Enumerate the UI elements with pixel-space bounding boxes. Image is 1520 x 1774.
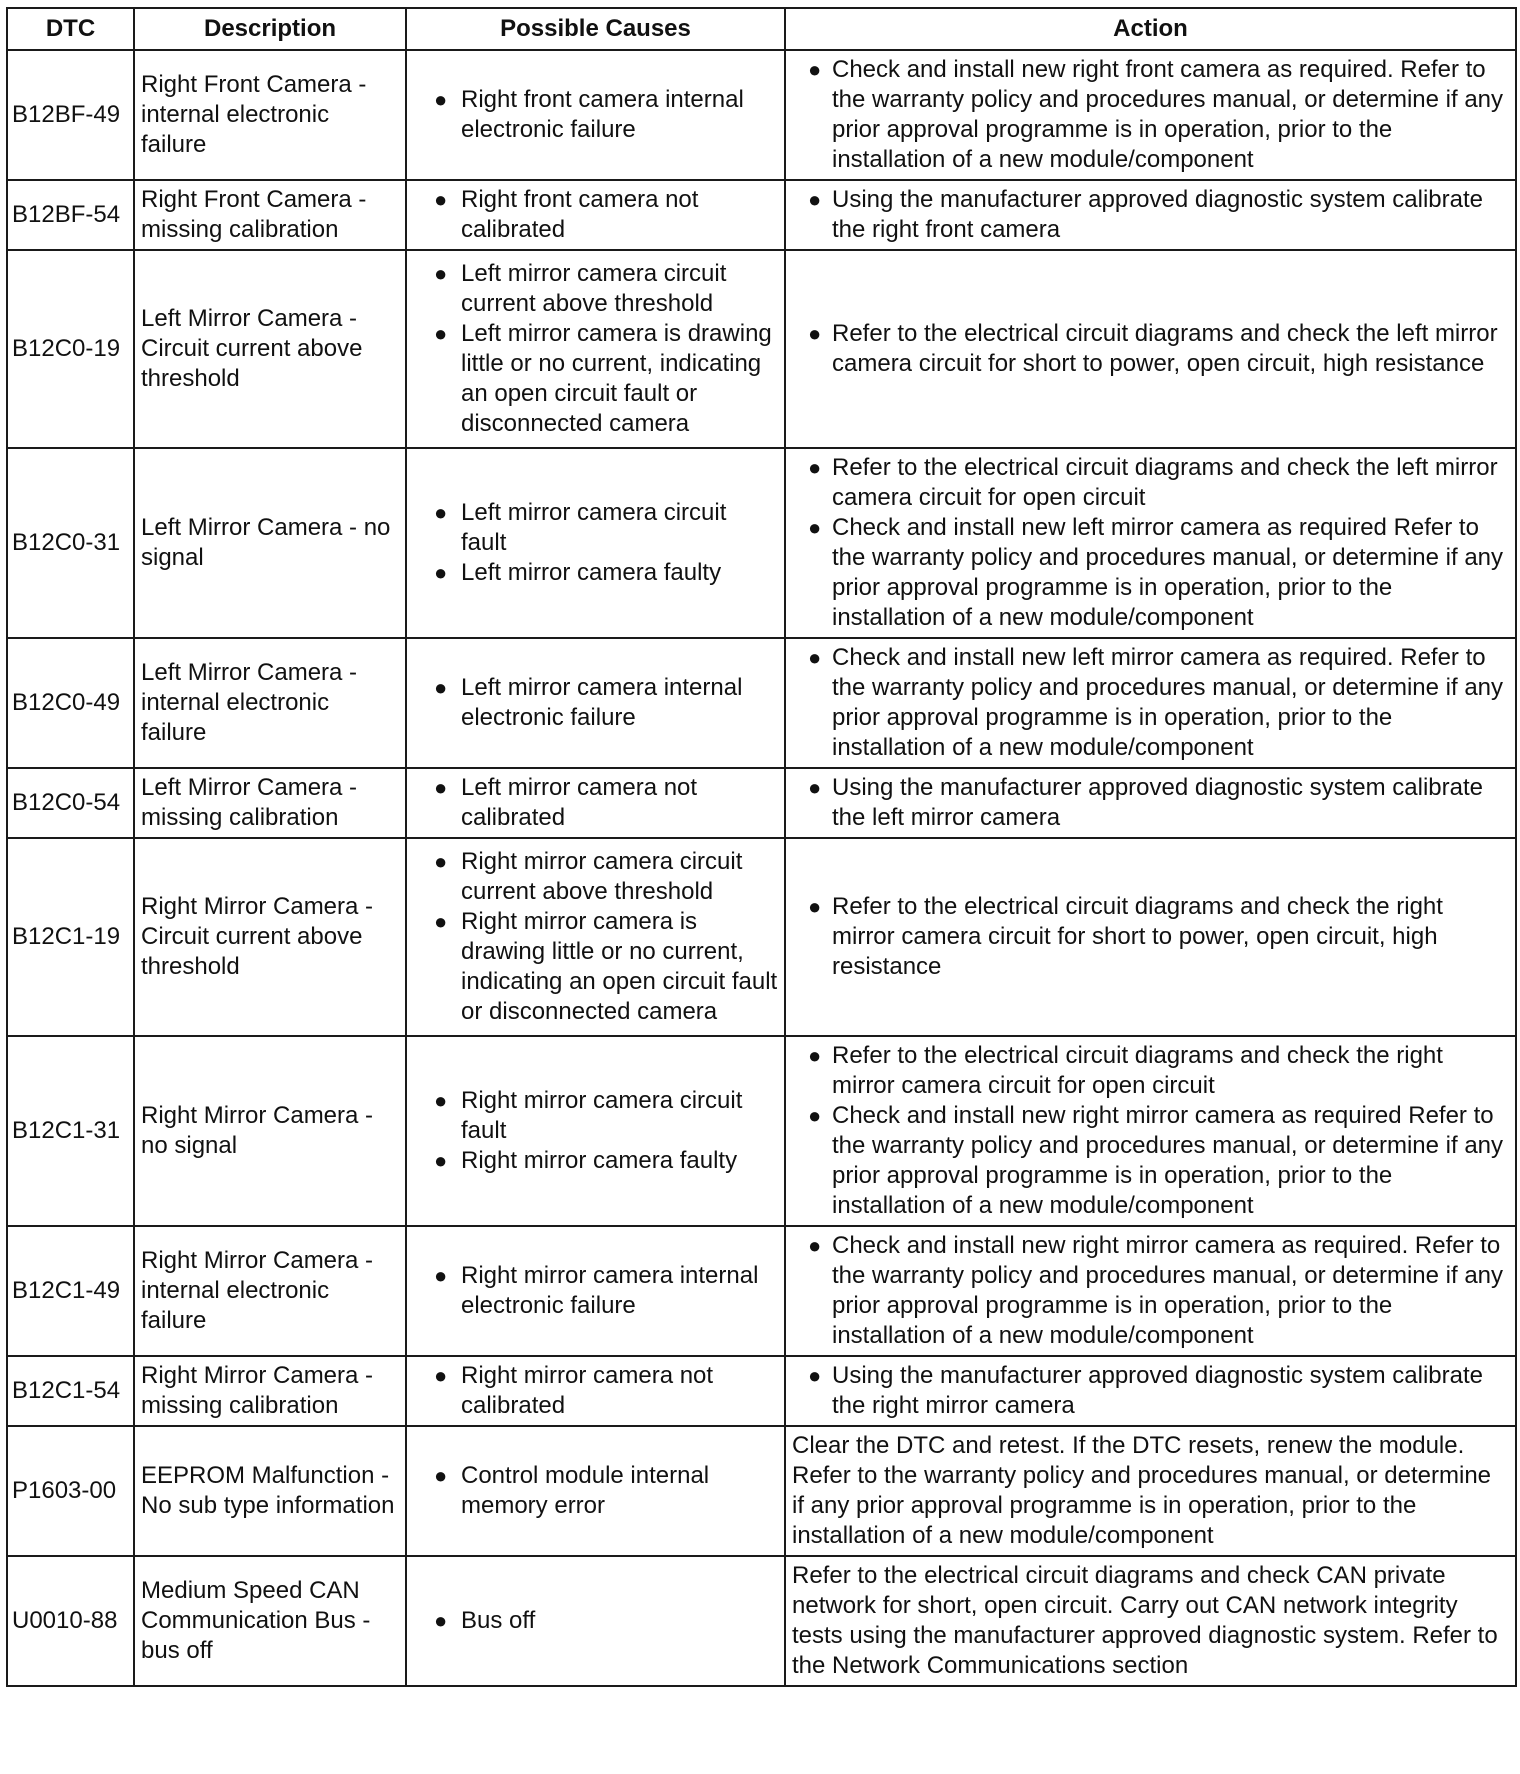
action-item [792,453,1509,513]
cause-item-text: Right mirror camera internal electronic failure [461,1262,759,1319]
action-item-text: Using the manufacturer approved diagnostic system calibrate the right front camera [832,186,1483,243]
cause-item-text: Left mirror camera circuit fault [461,499,727,556]
action-item [792,643,1509,763]
action-item-text: Using the manufacturer approved diagnostic system calibrate the right mirror camera [832,1362,1483,1419]
bullet-icon: ● [434,1363,448,1388]
dtc-code: B12C1-49 [7,1226,134,1356]
bullet-icon: ● [808,57,822,82]
action-item-text: Refer to the electrical circuit diagrams and check the left mirror camera circuit for short to power, open circuit, high resistance [832,320,1498,377]
possible-causes-cell [406,1036,785,1226]
dtc-description: Left Mirror Camera - Circuit current above threshold [134,250,406,448]
action-item [792,773,1509,833]
dtc-code: P1603-00 [7,1426,134,1556]
bullet-icon: ● [434,675,448,700]
cause-item-list [413,185,778,245]
cause-item-list [413,1086,778,1176]
cause-item-text: Left mirror camera not calibrated [461,774,698,831]
action-cell [785,180,1516,250]
table-row [7,250,1516,448]
possible-causes-cell [406,838,785,1036]
action-item-text: Using the manufacturer approved diagnostic system calibrate the left mirror camera [832,774,1483,831]
cause-item [413,85,778,145]
action-item [792,319,1509,379]
cause-item [413,185,778,245]
table-row [7,838,1516,1036]
action-text: Refer to the electrical circuit diagrams and check CAN private network for short, open circuit. Carry out CAN network integrity tests using the manufacturer approved diagnostic system. Refer to the Network Communications section [792,1562,1498,1679]
bullet-icon: ● [808,1043,822,1068]
possible-causes-cell [406,1426,785,1556]
table-row [7,1426,1516,1556]
cause-item [413,847,778,907]
dtc-description: Right Mirror Camera - no signal [134,1036,406,1226]
dtc-code: B12BF-54 [7,180,134,250]
dtc-code: B12C0-19 [7,250,134,448]
cause-item [413,259,778,319]
cause-item-list [413,259,778,439]
possible-causes-cell [406,50,785,180]
action-item-text: Check and install new right front camera as required. Refer to the warranty policy and procedures manual, or determine if any prior approval programme is in operation, prior to the installation of a new module/component [832,56,1504,173]
dtc-code: B12C0-54 [7,768,134,838]
table-row [7,448,1516,638]
dtc-code: B12C0-31 [7,448,134,638]
dtc-table [6,7,1517,1687]
action-item-list [792,55,1509,175]
possible-causes-cell [406,448,785,638]
table-row [7,50,1516,180]
cause-item-text: Bus off [461,1607,536,1634]
bullet-icon: ● [808,515,822,540]
table-row [7,1036,1516,1226]
action-text: Clear the DTC and retest. If the DTC resets, renew the module. Refer to the warranty policy and procedures manual, or determine if any prior approval programme is in operation, prior to the installation of a new module/component [792,1432,1492,1549]
cause-item-text: Left mirror camera faulty [461,559,722,586]
cause-item [413,1261,778,1321]
action-item [792,1041,1509,1101]
header-description: Description [134,8,406,50]
dtc-description: Left Mirror Camera - internal electronic failure [134,638,406,768]
cause-item [413,1361,778,1421]
bullet-icon: ● [434,849,448,874]
cause-item-text: Left mirror camera internal electronic failure [461,674,743,731]
header-row [7,8,1516,50]
dtc-code: B12C0-49 [7,638,134,768]
action-cell [785,1036,1516,1226]
cause-item-list [413,85,778,145]
cause-item-text: Right mirror camera circuit current above threshold [461,848,743,905]
dtc-code: B12BF-49 [7,50,134,180]
bullet-icon: ● [808,455,822,480]
action-item [792,1231,1509,1351]
action-cell [785,638,1516,768]
bullet-icon: ● [434,909,448,934]
dtc-table-container [6,7,1515,1687]
cause-item [413,773,778,833]
cause-item [413,1606,778,1636]
cause-item-text: Right front camera internal electronic failure [461,86,744,143]
bullet-icon: ● [434,321,448,346]
bullet-icon: ● [808,321,822,346]
cause-item-text: Right mirror camera not calibrated [461,1362,714,1419]
dtc-description: Right Mirror Camera - missing calibration [134,1356,406,1426]
table-row [7,180,1516,250]
cause-item-text: Right mirror camera circuit fault [461,1087,743,1144]
possible-causes-cell [406,1556,785,1686]
action-item-text: Refer to the electrical circuit diagrams and check the right mirror camera circuit for short to power, open circuit, high resistance [832,893,1443,980]
cause-item-text: Control module internal memory error [461,1462,710,1519]
action-item-list [792,319,1509,379]
dtc-table-body [7,50,1516,1686]
bullet-icon: ● [434,1148,448,1173]
bullet-icon: ● [434,187,448,212]
dtc-description: Medium Speed CAN Communication Bus - bus off [134,1556,406,1686]
action-item-list [792,1361,1509,1421]
possible-causes-cell [406,768,785,838]
possible-causes-cell [406,638,785,768]
cause-item-list [413,1261,778,1321]
dtc-description: Left Mirror Camera - missing calibration [134,768,406,838]
possible-causes-cell [406,1356,785,1426]
action-item [792,55,1509,175]
cause-item [413,319,778,439]
action-item [792,1101,1509,1221]
bullet-icon: ● [808,645,822,670]
action-cell [785,1226,1516,1356]
action-item [792,185,1509,245]
possible-causes-cell [406,180,785,250]
cause-item [413,1086,778,1146]
action-item-list [792,643,1509,763]
cause-item-text: Left mirror camera circuit current above threshold [461,260,727,317]
cause-item [413,1461,778,1521]
action-cell [785,1426,1516,1556]
dtc-description: Right Mirror Camera - internal electronic failure [134,1226,406,1356]
bullet-icon: ● [808,775,822,800]
action-cell [785,448,1516,638]
cause-item-list [413,847,778,1027]
bullet-icon: ● [434,1263,448,1288]
action-cell [785,50,1516,180]
action-item-text: Check and install new left mirror camera as required. Refer to the warranty policy and procedures manual, or determine if any prior approval programme is in operation, prior to the installation of a new module/component [832,644,1504,761]
action-item-text: Refer to the electrical circuit diagrams and check the left mirror camera circuit for open circuit [832,454,1498,511]
cause-item-text: Right mirror camera faulty [461,1147,738,1174]
action-item-text: Check and install new left mirror camera as required Refer to the warranty policy and procedures manual, or determine if any prior approval programme is in operation, prior to the installation of a new module/component [832,514,1504,631]
bullet-icon: ● [434,261,448,286]
action-item-list [792,1231,1509,1351]
dtc-code: B12C1-54 [7,1356,134,1426]
cause-item-list [413,1606,778,1636]
header-dtc: DTC [7,8,134,50]
header-possible-causes: Possible Causes [406,8,785,50]
cause-item-list [413,673,778,733]
bullet-icon: ● [808,1103,822,1128]
dtc-code: B12C1-19 [7,838,134,1036]
dtc-code: B12C1-31 [7,1036,134,1226]
cause-item-text: Left mirror camera is drawing little or no current, indicating an open circuit fault or disconnected camera [461,320,772,437]
action-item [792,1361,1509,1421]
bullet-icon: ● [434,1463,448,1488]
table-row [7,638,1516,768]
cause-item [413,907,778,1027]
action-item [792,892,1509,982]
cause-item-list [413,773,778,833]
dtc-description: Right Mirror Camera - Circuit current above threshold [134,838,406,1036]
dtc-description: Left Mirror Camera - no signal [134,448,406,638]
cause-item [413,498,778,558]
bullet-icon: ● [434,87,448,112]
action-item-list [792,453,1509,633]
bullet-icon: ● [808,894,822,919]
action-item-list [792,892,1509,982]
bullet-icon: ● [808,187,822,212]
header-action: Action [785,8,1516,50]
cause-item-list [413,498,778,588]
possible-causes-cell [406,250,785,448]
action-cell [785,768,1516,838]
dtc-description: Right Front Camera - missing calibration [134,180,406,250]
bullet-icon: ● [434,500,448,525]
bullet-icon: ● [434,560,448,585]
action-cell [785,1356,1516,1426]
action-item-text: Refer to the electrical circuit diagrams and check the right mirror camera circuit for open circuit [832,1042,1443,1099]
bullet-icon: ● [808,1363,822,1388]
bullet-icon: ● [808,1233,822,1258]
action-cell [785,1556,1516,1686]
cause-item [413,673,778,733]
action-cell [785,838,1516,1036]
cause-item [413,1146,778,1176]
dtc-description: Right Front Camera - internal electronic failure [134,50,406,180]
cause-item-list [413,1461,778,1521]
bullet-icon: ● [434,775,448,800]
action-item-list [792,773,1509,833]
table-row [7,1356,1516,1426]
cause-item-text: Right front camera not calibrated [461,186,699,243]
action-item [792,513,1509,633]
cause-item [413,558,778,588]
table-row [7,768,1516,838]
cause-item-list [413,1361,778,1421]
action-item-list [792,185,1509,245]
cause-item-text: Right mirror camera is drawing little or no current, indicating an open circuit fault or disconnected camera [461,908,778,1025]
action-item-text: Check and install new right mirror camera as required Refer to the warranty policy and procedures manual, or determine if any prior approval programme is in operation, prior to the installation of a new module/component [832,1102,1504,1219]
action-cell [785,250,1516,448]
bullet-icon: ● [434,1608,448,1633]
action-item-text: Check and install new right mirror camera as required. Refer to the warranty policy and procedures manual, or determine if any prior approval programme is in operation, prior to the installation of a new module/component [832,1232,1504,1349]
possible-causes-cell [406,1226,785,1356]
dtc-description: EEPROM Malfunction - No sub type information [134,1426,406,1556]
table-row [7,1226,1516,1356]
table-row [7,1556,1516,1686]
bullet-icon: ● [434,1088,448,1113]
action-item-list [792,1041,1509,1221]
dtc-code: U0010-88 [7,1556,134,1686]
